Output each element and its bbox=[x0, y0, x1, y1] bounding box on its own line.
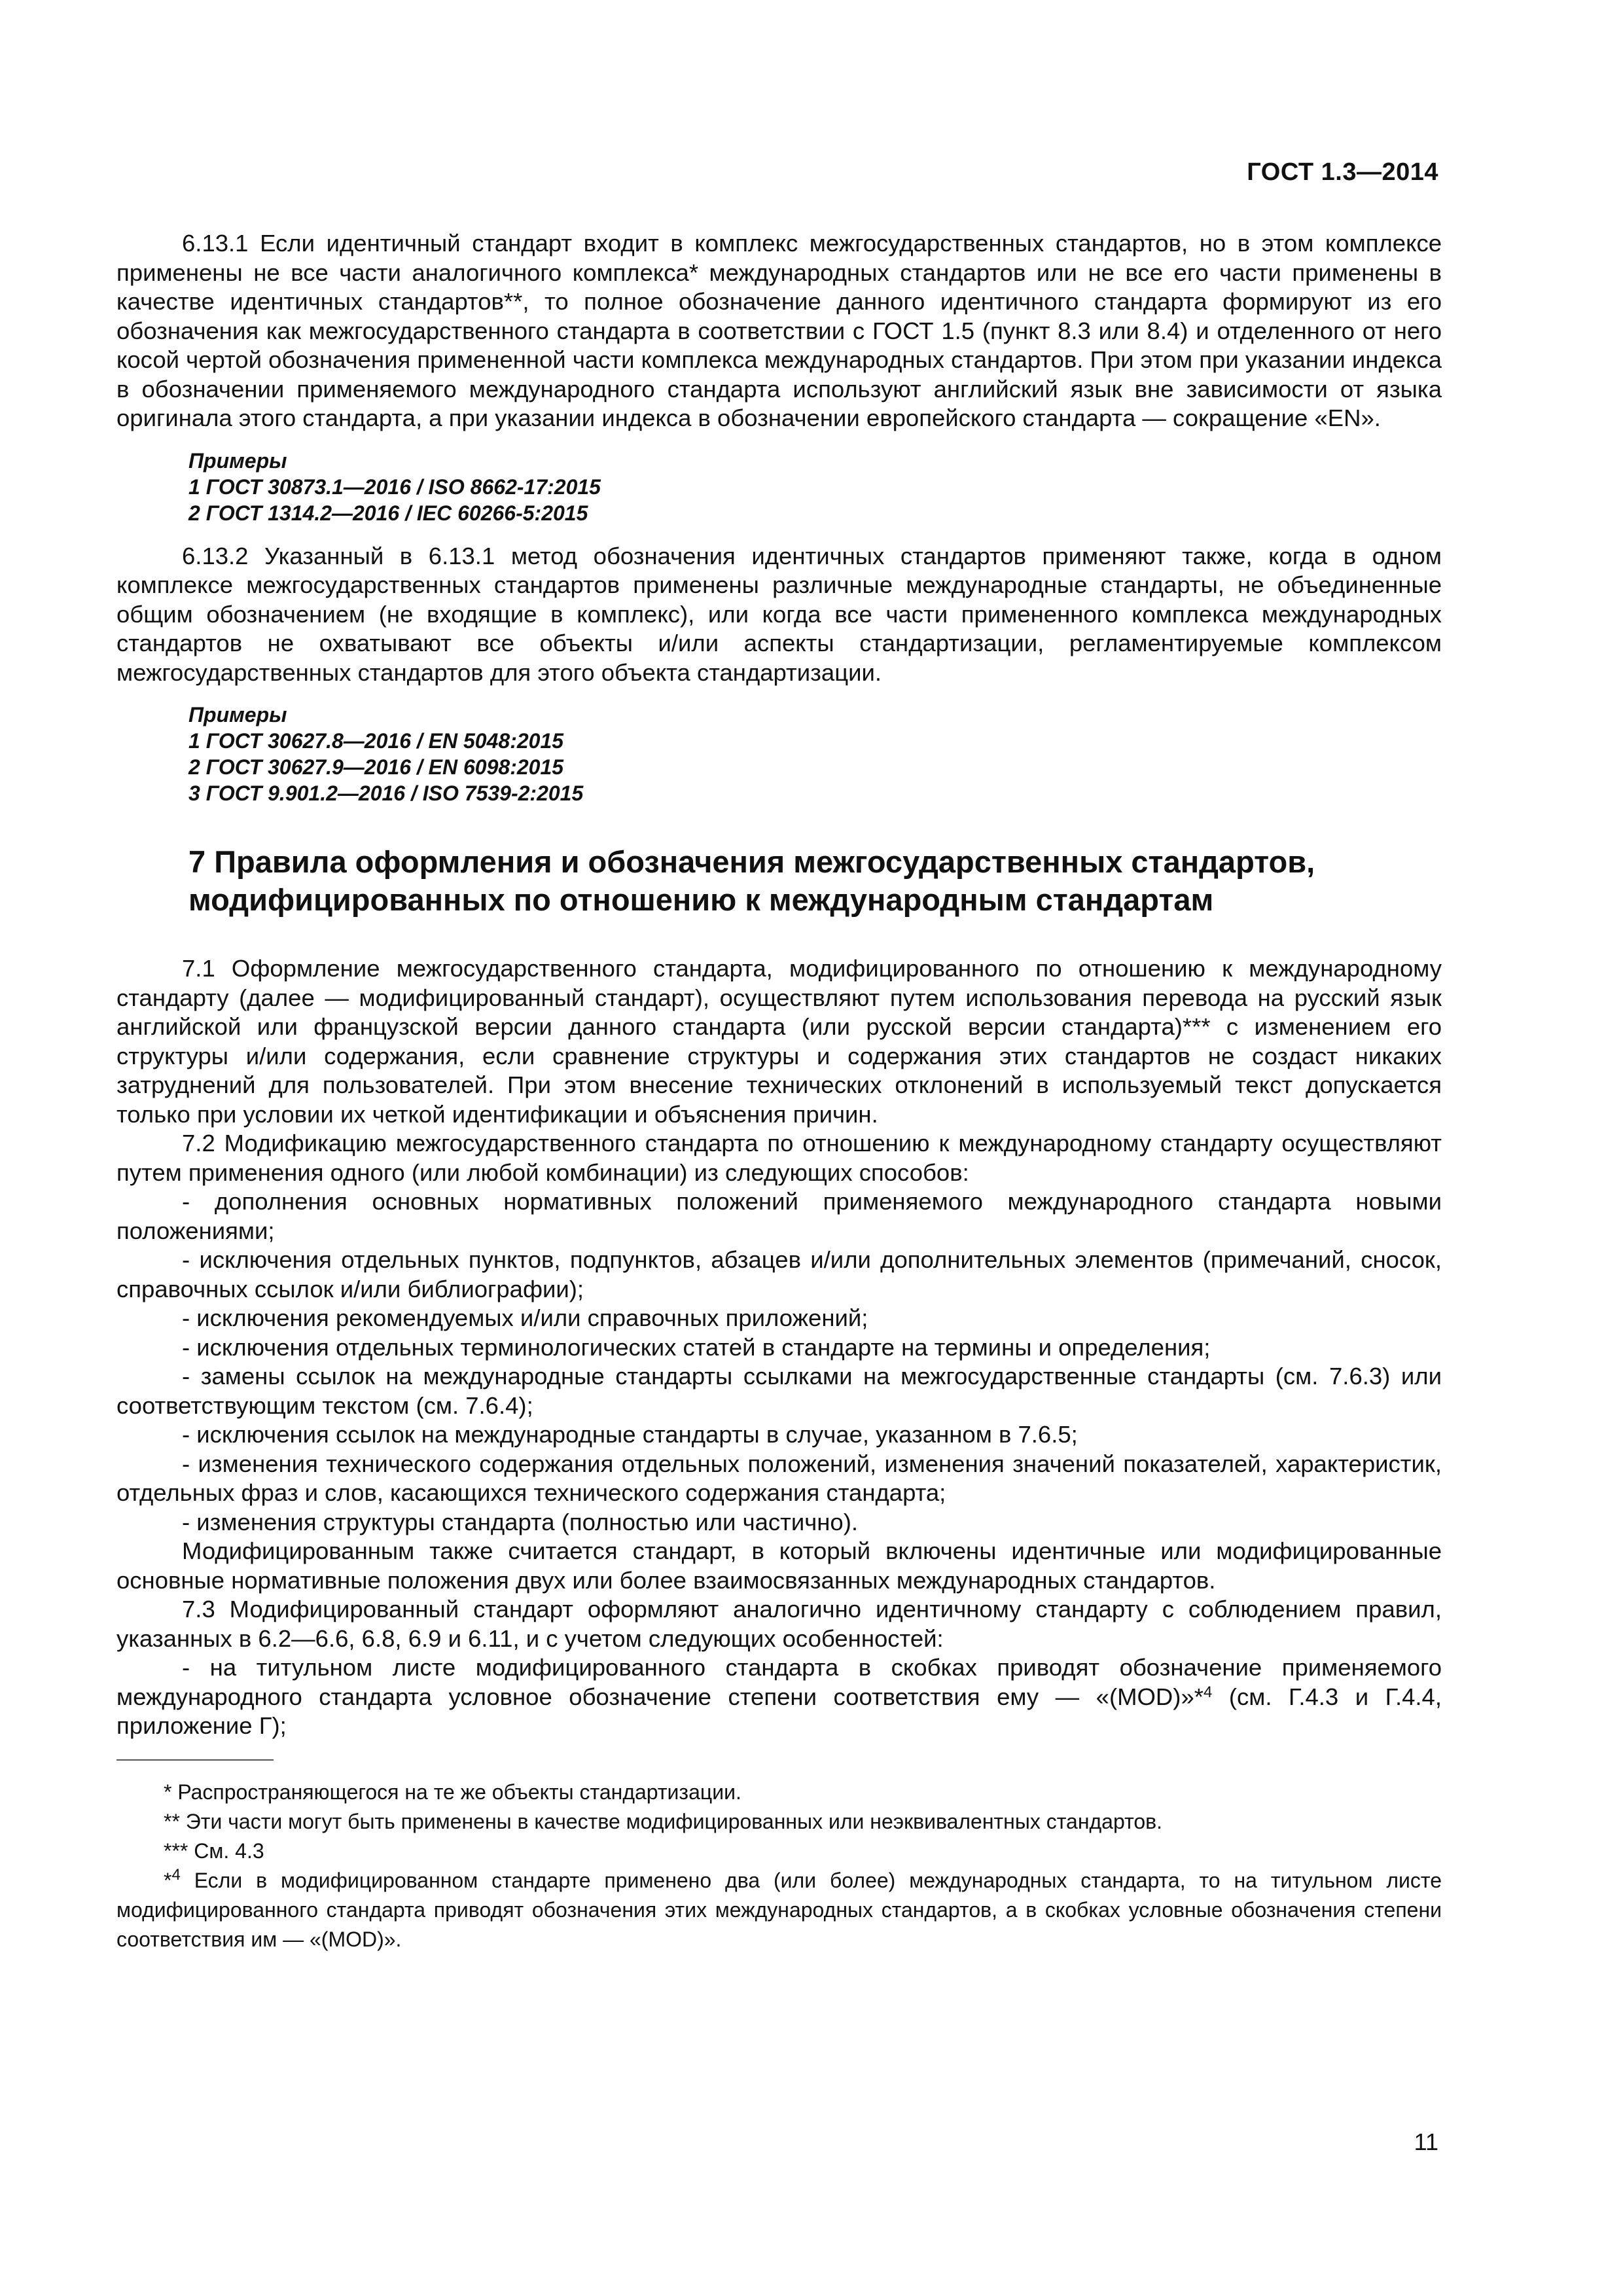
list-item: - исключения отдельных пунктов, подпунктов, абзацев и/или дополнительных элементов (примечаний, сносок, справочных ссылок и/или библиографии); bbox=[116, 1246, 1442, 1302]
page-content bbox=[116, 229, 1442, 1954]
footnote-divider bbox=[116, 1759, 274, 1761]
list-item: - замены ссылок на международные стандарты ссылками на межгосударственные стандарты (см. 7.6.3) или соответствующим текстом (см. 7.6.4); bbox=[116, 1363, 1442, 1419]
examples-heading: Примеры bbox=[188, 448, 287, 473]
list-item: - исключения отдельных терминологических статей в стандарте на термины и определения; bbox=[182, 1333, 1211, 1361]
example-item: 1 ГОСТ 30873.1—2016 / ISO 8662-17:2015 bbox=[188, 475, 601, 499]
clause-6-13-1: 6.13.1 Если идентичный стандарт входит в комплекс межгосударственных стандартов, но в этом комплексе применены не все части аналогичного комплекса* международных стандартов или не все его части применены в качестве идентичных стандартов**, то полное обозначение данного идентичного стандарта формируют из его обозначения как межгосударственного стандарта в соответствии с ГОСТ 1.5 (пункт 8.3 или 8.4) и отделенного от него косой чертой обозначения примененной части комплекса международных стандартов. При этом при указании индекса в обозначении применяемого международного стандарта используют английский язык вне зависимости от языка оригинала этого стандарта, а при указании индекса в обозначении европейского стандарта — сокращение «EN». bbox=[116, 230, 1442, 431]
document-code-header: ГОСТ 1.3—2014 bbox=[1247, 158, 1438, 186]
footnote-marker: * bbox=[164, 1868, 172, 1892]
section-title-line: 7 Правила оформления и обозначения межгосударственных стандартов, bbox=[188, 844, 1315, 879]
example-item: 2 ГОСТ 1314.2—2016 / IEC 60266-5:2015 bbox=[188, 501, 588, 525]
page-number: 11 bbox=[1414, 2128, 1438, 2155]
footnote-ref: 4 bbox=[1203, 1683, 1213, 1701]
list-item-text: - на титульном листе модифицированного стандарта в скобках приводят обозначение применяемого международного стандарта условное обозначение степени соответствия ему — «(MOD)»* bbox=[116, 1654, 1442, 1710]
example-item: 2 ГОСТ 30627.9—2016 / EN 6098:2015 bbox=[188, 755, 564, 779]
footnote-4 bbox=[116, 1866, 1442, 1954]
list-item: - исключения рекомендуемых и/или справочных приложений; bbox=[182, 1304, 868, 1331]
list-item-text: (см. Г.4.3 и Г.4.4, приложение Г); bbox=[116, 1683, 1442, 1739]
example-item: 3 ГОСТ 9.901.2—2016 / ISO 7539-2:2015 bbox=[188, 781, 584, 805]
examples-block-2 bbox=[188, 702, 1442, 806]
clause-7-1: 7.1 Оформление межгосударственного стандарта, модифицированного по отношению к международному стандарту (далее — модифицированный стандарт), осуществляют путем использования перевода на русский язык английской или французской версии данного стандарта (или русской версии стандарта)*** с изменением его структуры и/или содержания, если сравнение структуры и содержания этих стандартов не создаст никаких затруднений для пользователей. При этом внесение технических отклонений в используемый текст допускается только при условии их четкой идентификации и объяснения причин. bbox=[116, 955, 1442, 1128]
list-item: - изменения структуры стандарта (полностью или частично). bbox=[182, 1508, 859, 1535]
footnote-text: Если в модифицированном стандарте применено два (или более) международных стандарта, то на титульном листе модифицированного стандарта приводят обозначения этих международных стандартов, а в скобках условные обозначения степени соответствия им — «(MOD)». bbox=[116, 1868, 1442, 1951]
clause-7-2: 7.2 Модификацию межгосударственного стандарта по отношению к международному стандарту осуществляют путем применения одного (или любой комбинации) из следующих способов: bbox=[116, 1130, 1442, 1186]
footnote-2: ** Эти части могут быть применены в качестве модифицированных или неэквивалентных стандартов. bbox=[164, 1809, 1163, 1833]
footnote-1: * Распространяющегося на те же объекты стандартизации. bbox=[164, 1780, 741, 1804]
examples-heading: Примеры bbox=[188, 703, 287, 726]
list-item: - исключения ссылок на международные стандарты в случае, указанном в 7.6.5; bbox=[182, 1421, 1078, 1448]
footnote-sup: 4 bbox=[171, 1865, 181, 1884]
clause-6-13-2: 6.13.2 Указанный в 6.13.1 метод обозначения идентичных стандартов применяют также, когда в одном комплексе межгосударственных стандартов применены различные международные стандарты, не объединенные общим обозначением (не входящие в комплекс), или когда все части примененного комплекса международных стандартов не охватывают все объекты и/или аспекты стандартизации, регламентируемые комплексом межгосударственных стандартов для этого объекта стандартизации. bbox=[116, 542, 1442, 686]
example-item: 1 ГОСТ 30627.8—2016 / EN 5048:2015 bbox=[188, 729, 564, 753]
list-item: - дополнения основных нормативных положений применяемого международного стандарта новыми положениями; bbox=[116, 1188, 1442, 1244]
clause-7-3: 7.3 Модифицированный стандарт оформляют аналогично идентичному стандарту с соблюдением правил, указанных в 6.2—6.6, 6.8, 6.9 и 6.11, и с учетом следующих особенностей: bbox=[116, 1596, 1442, 1652]
examples-block-1 bbox=[188, 448, 1442, 526]
list-item bbox=[116, 1653, 1442, 1741]
clause-7-2-closing: Модифицированным также считается стандарт, в который включены идентичные или модифицированные основные нормативные положения двух или более взаимосвязанных международных стандартов. bbox=[116, 1537, 1442, 1594]
footnote-3: *** См. 4.3 bbox=[164, 1839, 264, 1863]
list-item: - изменения технического содержания отдельных положений, изменения значений показателей, характеристик, отдельных фраз и слов, касающихся технического содержания стандарта; bbox=[116, 1450, 1442, 1506]
section-title-line: модифицированных по отношению к международным стандартам bbox=[188, 882, 1214, 917]
section-7-title bbox=[188, 843, 1442, 919]
